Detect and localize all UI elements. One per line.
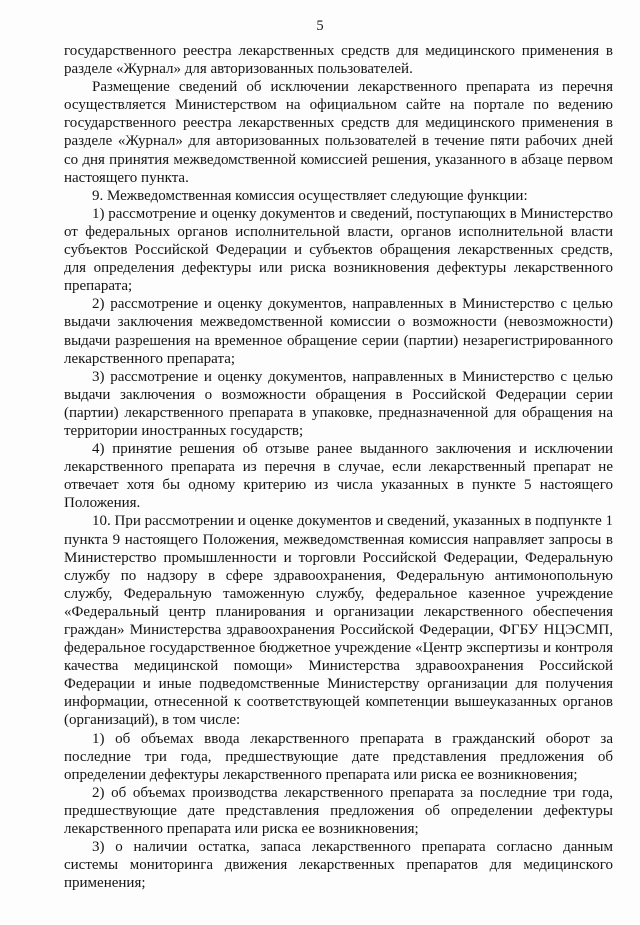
- paragraph-item-10-2: 2) об объемах производства лекарственного препарата за последние три года, предшествующие дате представления предложения об определении дефектуры лекарственного препарата или риска ее возникновения;: [64, 784, 613, 838]
- paragraph-item-9-1: 1) рассмотрение и оценку документов и сведений, поступающих в Министерство от федеральных органов исполнительной власти, органов исполнительной власти субъектов Российской Федерации и субъектов обращения лекарственных средств, для определения дефектуры или риска возникновения дефектуры лекарственного препарата;: [64, 205, 613, 295]
- paragraph-item-9-4: 4) принятие решения об отзыве ранее выданного заключения и исключении лекарственного препарата из перечня в случае, если лекарственный препарат не отвечает хотя бы одному критерию из числа указанных в пункте 5 настоящего Положения.: [64, 441, 613, 512]
- paragraph-continuation: государственного реестра лекарственных средств для медицинского применения в разделе «Журнал» для авторизованных пользователей.: [64, 43, 613, 78]
- paragraph-item-10-1: 1) об объемах ввода лекарственного препарата в гражданский оборот за последние три года, предшествующие дате представления предложения об определении дефектуры лекарственного препарата или риска ее возникновения;: [64, 730, 613, 783]
- paragraph-item-9-2: 2) рассмотрение и оценку документов, направленных в Министерство с целью выдачи заключения межведомственной комиссии о возможности (невозможности) выдачи разрешения на временное обращение серии (партии) незарегистрированного лекарственного препарата;: [64, 296, 613, 367]
- paragraph-item-10-3: 3) о наличии остатка, запаса лекарственного препарата согласно данным системы мониторинга движения лекарственных препаратов для медицинского применения;: [64, 839, 613, 892]
- paragraph-item-9-3: 3) рассмотрение и оценку документов, направленных в Министерство с целью выдачи заключения о возможности обращения в Российской Федерации серии (партии) лекарственного препарата в упаковке, предназначенной для обращения на территории иностранных государств;: [64, 368, 613, 439]
- document-body: [64, 42, 613, 892]
- page-number: 5: [316, 18, 324, 34]
- paragraph-exclusion-publication: Размещение сведений об исключении лекарственного препарата из перечня осуществляется Министерством на официальном сайте на портале по ведению государственного реестра лекарственных средств для медицинского применения в разделе «Журнал» для авторизованных пользователей в течение пяти рабочих дней со дня принятия межведомственной комиссией решения, указанного в абзаце первом настоящего пункта.: [64, 79, 613, 186]
- paragraph-item-10: 10. При рассмотрении и оценке документов и сведений, указанных в подпункте 1 пункта 9 настоящего Положения, межведомственная комиссия направляет запросы в Министерство промышленности и торговли Российской Федерации, Федеральную службу по надзору в сфере здравоохранения, Федеральную антимонопольную службу, Федеральную таможенную службу, федеральное казенное учреждение «Федеральный центр планирования и организации лекарственного обеспечения граждан» Министерства здравоохранения Российской Федерации, ФГБУ НЦЭСМП, федеральное государственное бюджетное учреждение «Центр экспертизы и контроля качества медицинской помощи» Министерства здравоохранения Российской Федерации и иные подведомственные Министерству организации для получения информации, отнесенной к соответствующей компетенции вышеуказанных органов (организаций), в том числе:: [64, 513, 613, 729]
- paragraph-item-9-heading: 9. Межведомственная комиссия осуществляет следующие функции:: [92, 187, 528, 204]
